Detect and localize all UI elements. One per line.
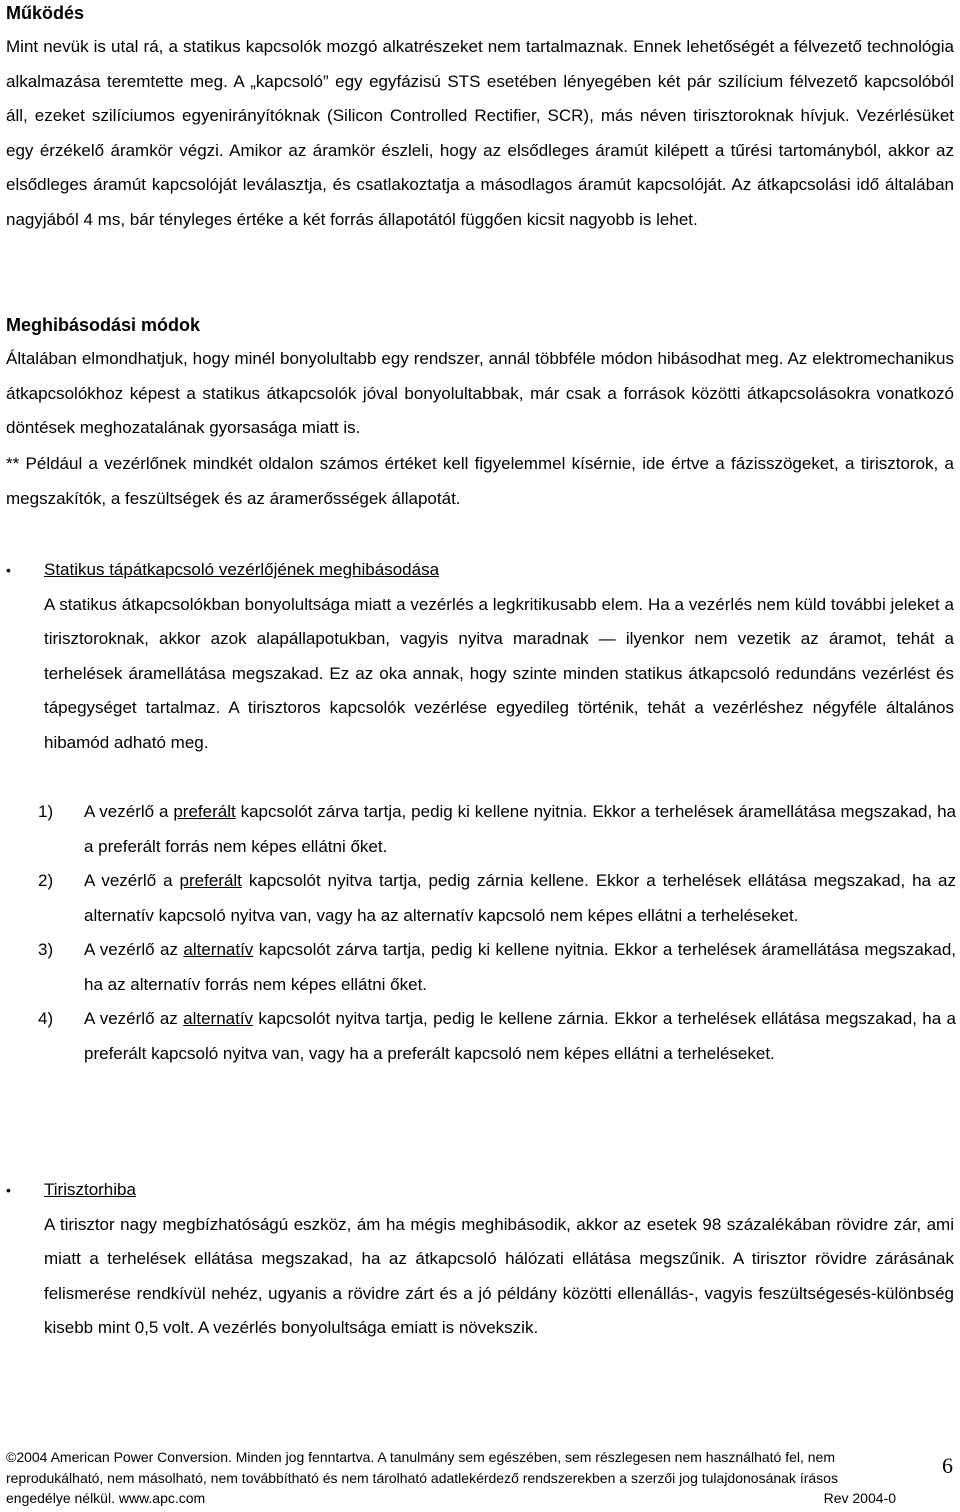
page-footer bbox=[6, 1447, 896, 1509]
bullet-icon: • bbox=[6, 1182, 11, 1198]
section-paragraph-meghibasodasi-modok: Általában elmondhatjuk, hogy minél bonyolultabb egy rendszer, annál többféle módon hibásodhat meg. Az elektromechanikus átkapcsolókhoz képest a statikus átkapcsolók jóval bonyolultabbak, már csak a források közötti átkapcsolásokra vonatkozó döntések meghozatalának gyorsasága miatt is. bbox=[6, 349, 954, 437]
bullet-paragraph: A tirisztor nagy megbízhatóságú eszköz, ám ha mégis meghibásodik, akkor az esetek 98 százalékában rövidre zár, ami miatt a terhelések ellátása megszakad, ha az átkapcsoló hálózati ellátása megszűnik. A tirisztor rövidre zárásának felismerése rendkívül nehéz, ugyanis a rövidre zárt és a jó példány közötti ellenállás-, vagyis feszültségesés-különbség kisebb mint 0,5 volt. A vezérlés bonyolultsága emiatt is növekszik. bbox=[44, 1214, 954, 1337]
bullet-icon: • bbox=[6, 562, 11, 578]
footer-copyright-line: ©2004 American Power Conversion. Minden jog fenntartva. A tanulmány sem egészében, sem részlegesen nem használható fel, nem bbox=[6, 1449, 836, 1465]
section-heading-meghibasodasi-modok: Meghibásodási módok bbox=[6, 315, 201, 335]
underlined-term: alternatív bbox=[183, 1009, 254, 1028]
list-item-text: A vezérlő az alternatív kapcsolót zárva tartja, pedig ki kellene nyitnia. Ekkor a terhelések áramellátása megszakad, ha az alternatív forrás nem képes ellátni őket. bbox=[84, 940, 956, 994]
failure-mode-list bbox=[38, 795, 956, 1071]
underlined-term: preferált bbox=[179, 871, 242, 890]
bullet-title: Tirisztorhiba bbox=[44, 1180, 136, 1199]
footer-revision: Rev 2004-0 bbox=[823, 1490, 896, 1506]
list-item-number: 1) bbox=[38, 802, 54, 821]
list-item-text: A vezérlő a preferált kapcsolót zárva tartja, pedig ki kellene nyitnia. Ekkor a terhelések áramellátása megszakad, ha a preferált forrás nem képes ellátni őket. bbox=[84, 802, 956, 856]
list-item-number: 4) bbox=[38, 1009, 54, 1028]
underlined-term: alternatív bbox=[183, 940, 254, 959]
bullet-tirisztorhiba bbox=[6, 1173, 954, 1346]
section-paragraph-mukodes: Mint nevük is utal rá, a statikus kapcsolók mozgó alkatrészeket nem tartalmaznak. Ennek lehetőségét a félvezető technológia alkalmazása teremtette meg. A „kapcsoló” egy egyfázisú STS esetében lényegében két pár szilícium félvezető kapcsolóból áll, ezeket szilíciumos egyenirányítóknak (Silicon Controlled Rectifier, SCR), más néven tirisztoroknak hívjuk. Vezérlésüket egy érzékelő áramkör végzi. Amikor az áramkör észleli, hogy az elsődleges áramút kilépett a tűrési tartományból, akkor az elsődleges áramút kapcsolóját leválasztja, és csatlakoztatja a másodlagos áramút kapcsolóját. Az átkapcsolási idő általában nagyjából 4 ms, bár tényleges értéke a két forrás állapotától függően kicsit nagyobb is lehet. bbox=[6, 37, 954, 229]
section-heading-mukodes: Működés bbox=[6, 3, 85, 23]
section-note-paragraph: ** Például a vezérlőnek mindkét oldalon számos értéket kell figyelemmel kísérnie, ide értve a fázisszögeket, a tirisztorok, a megszakítók, a feszültségek és az áramerősségek állapotát. bbox=[6, 454, 954, 508]
bullet-paragraph: A statikus átkapcsolókban bonyolultsága miatt a vezérlés a legkritikusabb elem. Ha a vezérlés nem küld további jeleket a tirisztoroknak, akkor azok alapállapotukban, vagyis nyitva maradnak — ilyenkor nem vezetik az áramot, tehát a terhelések áramellátása megszakad. Ez az oka annak, hogy szinte minden statikus átkapcsoló redundáns vezérlést és tápegységet tartalmaz. A tirisztoros kapcsolók vezérlése egyedileg történik, tehát a vezérléshez négyféle általános hibamód adható meg. bbox=[44, 594, 954, 752]
list-item bbox=[38, 864, 956, 933]
list-item-text: A vezérlő az alternatív kapcsolót nyitva tartja, pedig le kellene zárnia. Ekkor a terhelések ellátása megszakad, ha a preferált kapcsoló nyitva van, vagy ha a preferált kapcsoló nem képes ellátni a terheléseket. bbox=[84, 1009, 956, 1063]
list-item bbox=[38, 933, 956, 1002]
list-item bbox=[38, 1002, 956, 1071]
list-item-number: 2) bbox=[38, 871, 54, 890]
list-item-text: A vezérlő a preferált kapcsolót nyitva tartja, pedig zárnia kellene. Ekkor a terhelések ellátása megszakad, ha az alternatív kapcsoló nyitva van, vagy ha az alternatív kapcsoló nem képes ellátni a terheléseket. bbox=[84, 871, 956, 925]
bullet-title: Statikus tápátkapcsoló vezérlőjének meghibásodása bbox=[44, 560, 440, 579]
footer-copyright-line: reprodukálható, nem másolható, nem továbbítható és nem tárolható adatlekérdező rendszerekben a szerzői jog tulajdonosának írásos bbox=[6, 1469, 838, 1486]
list-item-number: 3) bbox=[38, 940, 54, 959]
bullet-vezerlo-meghibasodasa bbox=[6, 553, 954, 760]
page-number: 6 bbox=[942, 1453, 953, 1478]
footer-copyright-line: Rev 2004-0 engedélye nélkül. www.apc.com bbox=[6, 1488, 896, 1509]
underlined-term: preferált bbox=[173, 802, 236, 821]
list-item bbox=[38, 795, 956, 864]
